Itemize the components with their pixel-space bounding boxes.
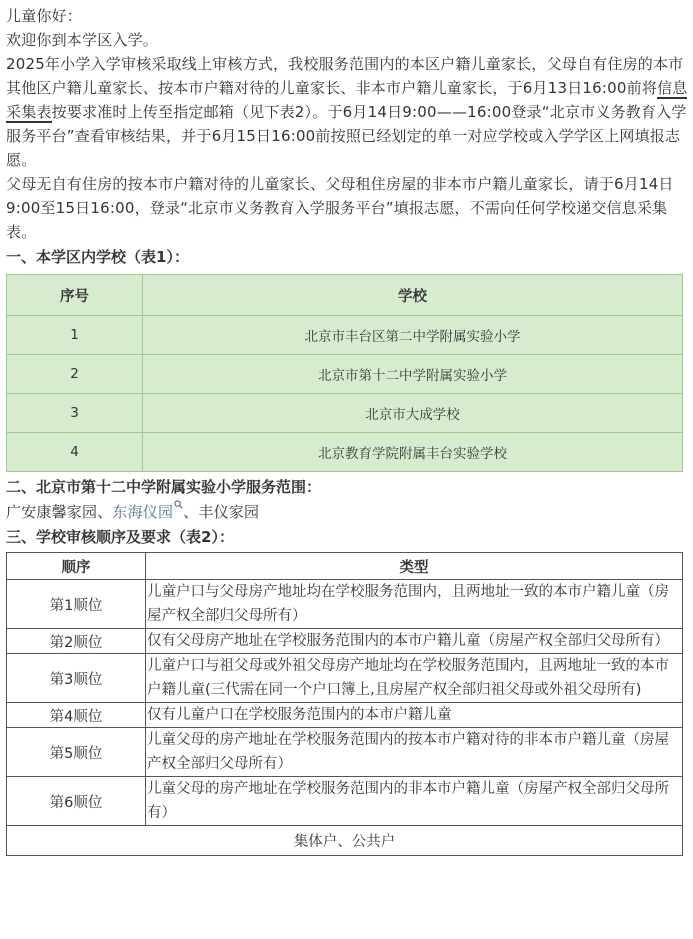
welcome-text: 欢迎你到本学区入学。	[6, 31, 159, 49]
school-table-header	[7, 275, 683, 316]
row-school: 北京市丰台区第二中学附属实验小学	[143, 316, 683, 355]
table-row	[7, 394, 683, 433]
header-type: 类型	[146, 553, 683, 580]
review-order-table	[6, 552, 683, 856]
article-body	[6, 4, 689, 856]
review-table-header	[7, 553, 683, 580]
row-type: 儿童户口与父母房产地址均在学校服务范围内，且两地址一致的本市户籍儿童（房屋产权全部归父母所有）	[146, 580, 683, 629]
row-order: 第6顺位	[7, 777, 146, 826]
table-row	[7, 777, 683, 826]
service-area	[6, 500, 689, 524]
info-form-link[interactable]: 信息采集表	[6, 79, 688, 121]
header-order: 顺序	[7, 553, 146, 580]
paragraph-no-own-housing: 父母无自有住房的按本市户籍对待的儿童家长、父母租住房屋的非本市户籍儿童家长，请于6月14日9:00至15日16:00，登录“北京市义务教育入学服务平台”填报志愿，不需向任何学校递交信息采集表。	[6, 175, 674, 241]
row-order: 第5顺位	[7, 728, 146, 777]
table-row	[7, 580, 683, 629]
paragraph-text-part1: 2025年小学入学审核采取线上审核方式，我校服务范围内的本区户籍儿童家长，父母自有住房的本市其他区户籍儿童家长、按本市户籍对待的儿童家长、非本市户籍儿童家长，于6月13日16:00前将	[6, 55, 684, 97]
table-row	[7, 654, 683, 703]
table-row	[7, 355, 683, 394]
row-num: 2	[7, 355, 143, 394]
area-text-a: 广安康馨家园、	[6, 503, 113, 521]
table-row	[7, 703, 683, 728]
row-type: 儿童户口与祖父母或外祖父母房产地址均在学校服务范围内，且两地址一致的本市户籍儿童(三代需在同一个户口簿上,且房屋产权全部归祖父母或外祖父母所有)	[146, 654, 683, 703]
row-type: 仅有父母房产地址在学校服务范围内的本市户籍儿童（房屋产权全部归父母所有）	[146, 629, 683, 654]
row-school: 北京市第十二中学附属实验小学	[143, 355, 683, 394]
paragraph-text-part2: 按要求准时上传至指定邮箱（见下表2）。于6月14日9:00——16:00登录“北京市义务教育入学服务平台”查看审核结果，并于6月15日16:00前按照已经划定的单一对应学校或入学学区上网填报志愿。	[6, 103, 687, 169]
search-icon[interactable]	[174, 500, 183, 509]
table-row	[7, 728, 683, 777]
row-type: 仅有儿童户口在学校服务范围内的本市户籍儿童	[146, 703, 683, 728]
row-type: 儿童父母的房产地址在学校服务范围内的非本市户籍儿童（房屋产权全部归父母所有）	[146, 777, 683, 826]
section2-heading: 二、北京市第十二中学附属实验小学服务范围：	[6, 478, 322, 496]
table-row	[7, 629, 683, 654]
greeting: 儿童你好：	[6, 7, 83, 25]
collective-household-note: 集体户、公共户	[7, 826, 683, 856]
header-school: 学校	[143, 275, 683, 316]
paragraph-online-review	[6, 52, 689, 172]
row-num: 3	[7, 394, 143, 433]
row-type: 儿童父母的房产地址在学校服务范围内的按本市户籍对待的非本市户籍儿童（房屋产权全部归父母所有）	[146, 728, 683, 777]
area-text-b: 、丰仪家园	[183, 503, 260, 521]
section3-heading: 三、学校审核顺序及要求（表2）：	[6, 528, 234, 546]
row-order: 第1顺位	[7, 580, 146, 629]
table-row	[7, 316, 683, 355]
row-num: 4	[7, 433, 143, 472]
school-table	[6, 274, 683, 472]
row-num: 1	[7, 316, 143, 355]
area-link[interactable]: 东海仪园	[112, 503, 174, 521]
table-footer-row	[7, 826, 683, 856]
row-order: 第2顺位	[7, 629, 146, 654]
header-num: 序号	[7, 275, 143, 316]
table-row	[7, 433, 683, 472]
row-order: 第4顺位	[7, 703, 146, 728]
section1-heading: 一、本学区内学校（表1）：	[6, 248, 189, 266]
row-school: 北京市大成学校	[143, 394, 683, 433]
row-order: 第3顺位	[7, 654, 146, 703]
row-school: 北京教育学院附属丰台实验学校	[143, 433, 683, 472]
